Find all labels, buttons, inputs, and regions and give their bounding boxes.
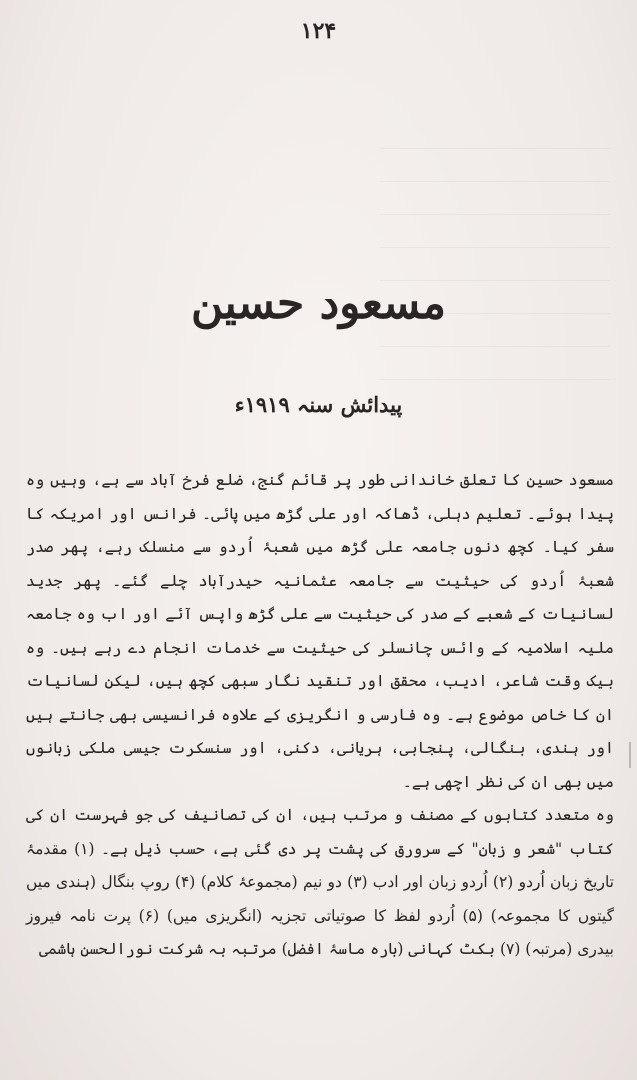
- reverse-side-bleed-through: [380, 120, 610, 380]
- birth-year-line: پیدائش سنہ ۱۹۱۹ء: [234, 392, 403, 417]
- page-number: ۱۲۴: [300, 18, 337, 44]
- page-edge-mark: [629, 742, 631, 768]
- body-text: [26, 464, 614, 967]
- page-title: مسعود حسین: [191, 278, 446, 329]
- paragraph-biography: مسعود حسین کا تعلق خاندانی طور پر قائم گنج، ضلع فرخ آباد سے ہے، وہیں وہ پیدا ہوئے۔ تعلیم دہلی، ڈھاکہ اور علی گڑھ میں پائی۔ فرانس اور امریکہ کا سفر کیا۔ کچھ دنوں جامعہ علی گڑھ میں شعبۂ اُردو سے منسلک رہے، پھر صدر شعبۂ اُردو کی حیثیت سے جامعہ عثمانیہ حیدرآباد چلے گئے۔ پھر جدید لسانیات کے شعبے کے صدر کی حیثیت سے علی گڑھ واپس آئے اور اب وہ جامعہ ملیہ اسلامیہ کے وائس چانسلر کی حیثیت سے خدمات انجام دے رہے ہیں۔ وہ بیک وقت شاعر، ادیب، محقق اور تنقید نگار سبھی کچھ ہیں، لیکن لسانیات ان کا خاص موضوع ہے۔ وہ فارسی و انگریزی کے علاوہ فرانسیسی بھی جانتے ہیں اور ہندی، بنگالی، پنجابی، ہریانی، دکنی، اور سنسکرت جیسی ملکی زبانوں میں بھی ان کی نظر اچھی ہے۔: [26, 471, 614, 791]
- paragraph-works: وہ متعدد کتابوں کے مصنف و مرتب ہیں، ان کی تصانیف کی جو فہرست ان کی کتاب "شعر و زبان" کے سرورق کی پشت پر دی گئی ہے، حسب ذیل ہے۔ (۱) مقدمۂ تاریخ زبان اُردو (۲) اُردو زبان اور ادب (۳) دو نیم (مجموعۂ کلام) (۴) روپ بنگال (ہندی میں گیتوں کا مجموعہ) (۵) اُردو لفظ کا صوتیاتی تجزیہ (انگریزی میں) (۶) پرت نامہ فیروز بیدری (مرتبہ) (۷) بکٹ کہانی (بارہ ماسۂ افضل) مرتبہ بہ شرکت نورالحسن ہاشمی: [26, 806, 615, 958]
